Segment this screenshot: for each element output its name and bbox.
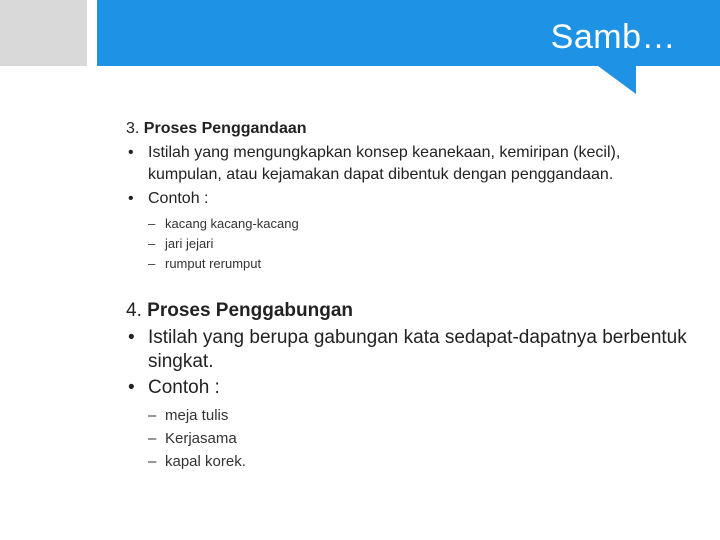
section-4-heading <box>126 298 696 324</box>
header-gray-block <box>0 0 87 66</box>
list-item <box>148 254 696 274</box>
dash-glyph: – <box>148 453 157 470</box>
bullet-text: Contoh : <box>148 377 220 398</box>
bullet-text: Istilah yang berupa gabungan kata sedapat-dapatnya berbentuk singkat. <box>148 327 687 372</box>
bullet-glyph: • <box>128 377 135 398</box>
section-4-bullets <box>126 326 696 473</box>
header-corner-triangle <box>598 66 636 94</box>
list-item <box>148 234 696 254</box>
slide-title: Samb… <box>550 18 676 56</box>
bullet-glyph: • <box>128 144 134 161</box>
example-text: kacang kacang-kacang <box>165 216 299 231</box>
example-text: kapal korek. <box>165 453 246 470</box>
list-item <box>148 450 696 473</box>
example-text: meja tulis <box>165 407 229 424</box>
example-text: Kerjasama <box>165 430 237 447</box>
section-4-title: Proses Penggabungan <box>147 300 354 321</box>
list-item <box>148 404 696 427</box>
section-3-examples <box>148 214 696 274</box>
bullet-glyph: • <box>128 190 134 207</box>
list-item <box>148 427 696 450</box>
dash-glyph: – <box>148 407 157 424</box>
section-4-number: 4. <box>126 300 142 321</box>
slide-content <box>126 118 696 473</box>
bullet-text: Contoh : <box>148 190 209 207</box>
header-divider <box>91 0 94 66</box>
dash-glyph: – <box>148 430 157 447</box>
section-4-examples <box>148 404 696 473</box>
bullet-glyph: • <box>128 327 135 348</box>
dash-glyph: – <box>148 236 156 251</box>
dash-glyph: – <box>148 256 156 271</box>
example-text: jari jejari <box>165 236 214 251</box>
section-spacer <box>126 274 696 298</box>
list-item <box>126 188 696 274</box>
section-3-number: 3. <box>126 120 140 137</box>
dash-glyph: – <box>148 216 156 231</box>
section-3-heading <box>126 118 696 140</box>
section-3-bullets <box>126 142 696 274</box>
list-item <box>148 214 696 234</box>
section-3-title: Proses Penggandaan <box>143 120 307 137</box>
list-item <box>126 376 696 473</box>
list-item <box>126 142 696 186</box>
list-item <box>126 326 696 374</box>
bullet-text: Istilah yang mengungkapkan konsep keanekaan, kemiripan (kecil), kumpulan, atau kejamakan dapat dibentuk dengan penggandaan. <box>148 144 621 183</box>
example-text: rumput rerumput <box>165 256 262 271</box>
